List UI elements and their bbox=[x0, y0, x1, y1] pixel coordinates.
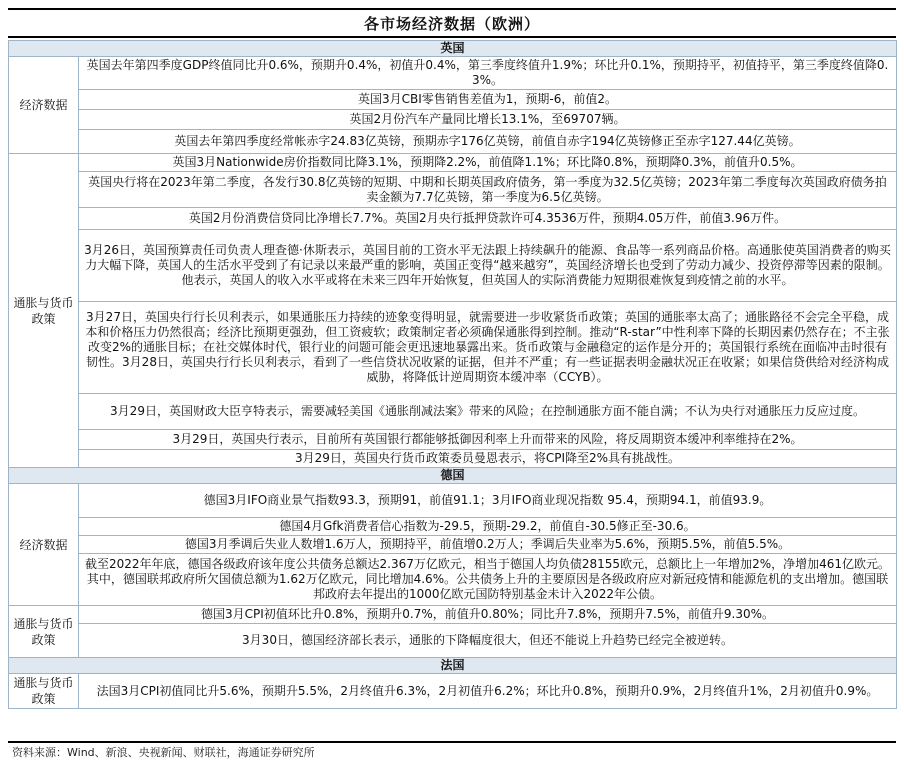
table-cell: 3月29日，英国央行货币政策委员曼恩表示，将CPI降至2%具有挑战性。 bbox=[79, 450, 897, 468]
table-cell: 德国3月季调后失业人数增1.6万人，预期持平，前值增0.2万人；季调后失业率为5.6%，预期5.5%，前值5.5%。 bbox=[79, 536, 897, 554]
table-cell: 3月26日，英国预算责任司负责人理查德·休斯表示，英国目前的工资水平无法跟上持续飙升的能源、食品等一系列商品价格。高通胀使英国消费者的购买力大幅下降，英国人的生活水平受到了有记录以来最严重的影响，英国正变得“越来越穷”，英国经济增长也受到了劳动力减少、投资停滞等因素的限制。他表示，英国人的收入水平或将在未来三四年开始恢复，但英国人的实际消费能力短期很难恢复到疫情之前的水平。 bbox=[79, 230, 897, 302]
category-uk-inflation-policy: 通胀与货币政策 bbox=[9, 154, 79, 468]
section-header-france: 法国 bbox=[9, 658, 897, 674]
category-fr-inflation-policy: 通胀与货币政策 bbox=[9, 674, 79, 709]
table-cell: 英国央行将在2023年第二季度，各发行30.8亿英镑的短期、中期和长期英国政府债务，第一季度为32.5亿英镑；2023年第二季度每次英国政府债务拍卖金额为7.7亿英镑，第一季度为6.5亿英镑。 bbox=[79, 172, 897, 208]
category-de-economic-data: 经济数据 bbox=[9, 484, 79, 606]
source-note: 资料来源：Wind、新浪、央视新闻、财联社，海通证券研究所 bbox=[12, 746, 315, 759]
table-cell: 英国去年第四季度经常帐赤字24.83亿英镑，预期赤字176亿英镑，前值自赤字194亿英镑修正至赤字127.44亿英镑。 bbox=[79, 130, 897, 154]
table-cell: 英国2月份消费信贷同比净增长7.7%。英国2月央行抵押贷款许可4.3536万件，预期4.05万件，前值3.96万件。 bbox=[79, 208, 897, 230]
category-uk-economic-data: 经济数据 bbox=[9, 57, 79, 154]
table-cell: 法国3月CPI初值同比升5.6%，预期升5.5%，2月终值升6.3%，2月初值升6.2%；环比升0.8%，预期升0.9%，2月终值升1%，2月初值升0.9%。 bbox=[79, 674, 897, 709]
table-cell: 3月30日，德国经济部长表示，通胀的下降幅度很大，但还不能说上升趋势已经完全被逆转。 bbox=[79, 624, 897, 658]
table-cell: 3月29日，英国财政大臣亨特表示，需要减轻美国《通胀削减法案》带来的风险；在控制通胀方面不能自满；不认为央行对通胀压力反应过度。 bbox=[79, 394, 897, 430]
section-header-uk: 英国 bbox=[9, 41, 897, 57]
table-cell: 3月27日，英国央行行长贝利表示，如果通胀压力持续的迹象变得明显，就需要进一步收紧货币政策；英国的通胀率太高了；通胀路径不会完全平稳，成本和价格压力仍然很高；经济比预期更强劲，但工资疲软；政策制定者必须确保通胀得到控制。推动“R-star”中性利率下降的长期因素仍然存在；不主张改变2%的通胀目标；在社交媒体时代，银行业的问题可能会更迅速地暴露出来。货币政策与金融稳定的运作是分开的；英国银行系统在面临冲击时很有韧性。3月28日，英国央行行长贝利表示，看到了一些信贷状况收紧的证据，但并不严重；有一些证据表明金融状况正在收紧；如果信贷供给对经济构成威胁，将降低计逆周期资本缓冲率（CCYB）。 bbox=[79, 302, 897, 394]
table-cell: 英国3月Nationwide房价指数同比降3.1%，预期降2.2%，前值降1.1%；环比降0.8%，预期降0.3%，前值升0.5%。 bbox=[79, 154, 897, 172]
bottom-rule bbox=[8, 741, 896, 743]
table-cell: 英国2月份汽车产量同比增长13.1%，至69707辆。 bbox=[79, 110, 897, 130]
data-table bbox=[8, 40, 897, 709]
table-cell: 截至2022年年底，德国各级政府该年度公共债务总额达2.367万亿欧元，相当于德国人均负债28155欧元，总额比上一年增加2%，净增加461亿欧元。其中，德国联邦政府所欠国债总额为1.62万亿欧元，同比增加4.6%。公共债务上升的主要原因是各级政府应对新冠疫情和能源危机的支出增加。德国联邦政府去年提出的1000亿欧元国防特别基金未计入2022年公债。 bbox=[79, 554, 897, 606]
table-cell: 德国4月Gfk消费者信心指数为-29.5，预期-29.2，前值自-30.5修正至-30.6。 bbox=[79, 518, 897, 536]
category-de-inflation-policy: 通胀与货币政策 bbox=[9, 606, 79, 658]
table-cell: 英国3月CBI零售销售差值为1，预期-6，前值2。 bbox=[79, 90, 897, 110]
table-cell: 英国去年第四季度GDP终值同比升0.6%，预期升0.4%，初值升0.4%，第三季度终值升1.9%；环比升0.1%，预期持平，初值持平，第三季度终值降0.3%。 bbox=[79, 57, 897, 90]
section-header-germany: 德国 bbox=[9, 468, 897, 484]
table-cell: 德国3月IFO商业景气指数93.3，预期91，前值91.1；3月IFO商业现况指数 95.4，预期94.1，前值93.9。 bbox=[79, 484, 897, 518]
table-cell: 3月29日，英国央行表示，目前所有英国银行都能够抵御因利率上升而带来的风险，将反周期资本缓冲利率维持在2%。 bbox=[79, 430, 897, 450]
table-title: 各市场经济数据（欧洲） bbox=[8, 8, 896, 38]
table-cell: 德国3月CPI初值环比升0.8%，预期升0.7%，前值升0.80%；同比升7.8%，预期升7.5%，前值升9.30%。 bbox=[79, 606, 897, 624]
